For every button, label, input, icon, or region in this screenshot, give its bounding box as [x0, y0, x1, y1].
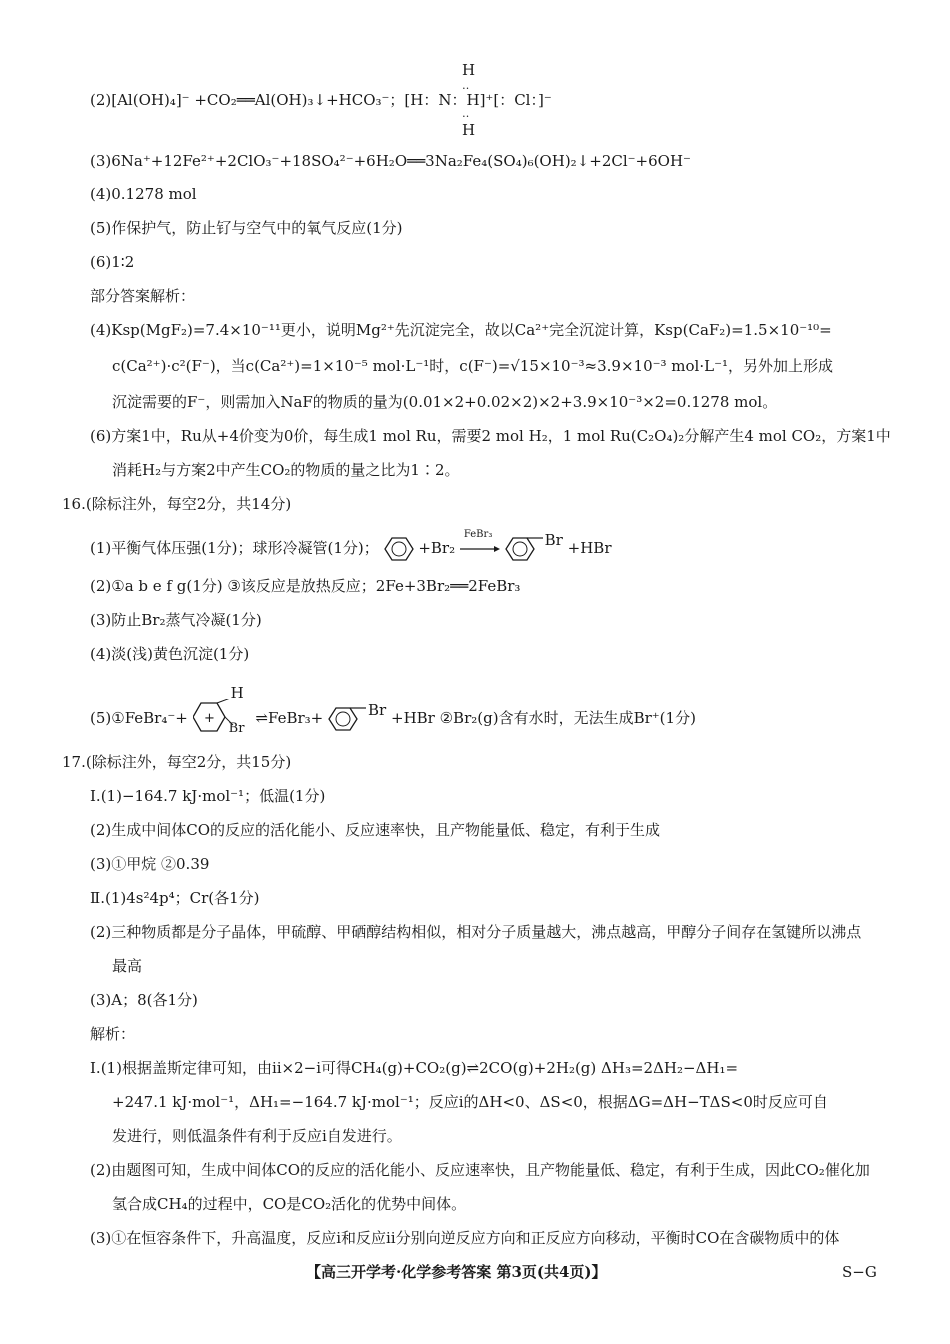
q15-answer-3: (3)6Na⁺+12Fe²⁺+2ClO₃⁻+18SO₄²⁻+6H₂O══3Na₂Fe₄(SO₄)₆(OH)₂↓+2Cl⁻+6OH⁻	[90, 152, 691, 170]
reaction-arrow	[460, 529, 500, 559]
arenium-br: Br	[228, 721, 245, 736]
q16-answer-5	[90, 684, 696, 736]
q17-II-1: Ⅱ.(1)4s²4p⁴；Cr(各1分)	[90, 889, 260, 907]
q16-answer-3: (3)防止Br₂蒸气冷凝(1分)	[90, 611, 262, 629]
bromobenzene-icon	[505, 536, 545, 562]
q17-II-3: (3)A；8(各1分)	[90, 991, 198, 1009]
benzene-icon	[384, 536, 414, 562]
q17-I-2: (2)生成中间体CO的反应的活化能小、反应速率快，且产物能量低、稳定，有利于生成	[90, 821, 661, 839]
q16-answer-5-end: +HBr ②Br₂(g)含有水时，无法生成Br⁺(1分)	[391, 709, 696, 727]
q17-exp-3-line1: (3)①在恒容条件下，升高温度，反应ⅰ和反应ⅱ分别向逆反应方向和正反应方向移动，平衡时CO在含碳物质中的体	[90, 1229, 840, 1247]
q15-answer-5: (5)作保护气，防止钌与空气中的氧气反应(1分)	[90, 219, 403, 237]
explanation-4-line2: c(Ca²⁺)·c²(F⁻)，当c(Ca²⁺)=1×10⁻⁵ mol·L⁻¹时，c(F⁻)=√15×10⁻³≈3.9×10⁻³ mol·L⁻¹，另外加上形成	[112, 357, 834, 375]
lewis-h-bottom: H	[462, 121, 476, 139]
arenium-ion	[193, 684, 251, 736]
q15-answer-2: (2)[Al(OH)₄]⁻ +CO₂══Al(OH)₃↓+HCO₃⁻；[H：N：H]⁺[：Cl：]⁻	[90, 91, 552, 109]
q16-product-hbr: +HBr	[567, 539, 612, 557]
explanation-6-line1: (6)方案1中，Ru从+4价变为0价，每生成1 mol Ru，需要2 mol H₂，1 mol Ru(C₂O₄)₂分解产生4 mol CO₂，方案1中	[90, 427, 891, 445]
bromobenzene-icon-2	[328, 706, 368, 732]
q16-answer-2: (2)①a b e f g(1分) ③该反应是放热反应；2Fe+3Br₂══2FeBr₃	[90, 577, 521, 595]
footer-code: S−G	[842, 1263, 877, 1281]
arenium-h: H	[230, 684, 244, 702]
q17-I-3: (3)①甲烷 ②0.39	[90, 855, 210, 873]
explanation-6-line2: 消耗H₂与方案2中产生CO₂的物质的量之比为1∶2。	[112, 461, 460, 479]
q16-answer-1-text: (1)平衡气体压强(1分)；球形冷凝管(1分)；	[90, 539, 379, 557]
arrow-icon	[460, 544, 500, 554]
q16-answer-5-mid: ⇌FeBr₃+	[255, 709, 324, 727]
svg-text:+: +	[203, 711, 215, 726]
q17-exp-1-line3: 发进行，则低温条件有利于反应ⅰ自发进行。	[112, 1127, 402, 1145]
q17-heading: 17.(除标注外，每空2分，共15分)	[62, 753, 292, 771]
lewis-h-top: H	[462, 61, 476, 79]
q16-answer-4: (4)淡(浅)黄色沉淀(1分)	[90, 645, 250, 663]
lewis-dots-top: ‥	[462, 79, 470, 92]
q16-reagent: +Br₂	[418, 539, 456, 557]
q17-II-2-line1: (2)三种物质都是分子晶体，甲硫醇、甲硒醇结构相似，相对分子质量越大，沸点越高，甲醇分子间存在氢键所以沸点	[90, 923, 862, 941]
q16-heading: 16.(除标注外，每空2分，共14分)	[62, 495, 292, 513]
catalyst-label: FeBr₃	[463, 529, 493, 540]
partial-explanation-heading: 部分答案解析：	[90, 287, 196, 305]
q17-I-1: Ⅰ.(1)−164.7 kJ·mol⁻¹；低温(1分)	[90, 787, 326, 805]
q17-exp-2-line1: (2)由题图可知，生成中间体CO的反应的活化能小、反应速率快，且产物能量低、稳定，有利于生成，因此CO₂催化加	[90, 1161, 870, 1179]
q17-exp-2-line2: 氢合成CH₄的过程中，CO是CO₂活化的优势中间体。	[112, 1195, 467, 1213]
q15-answer-4: (4)0.1278 mol	[90, 185, 197, 203]
q17-exp-1-line2: +247.1 kJ·mol⁻¹，ΔH₁=−164.7 kJ·mol⁻¹；反应ⅰ的ΔH<0、ΔS<0，根据ΔG=ΔH−TΔS<0时反应可自	[112, 1093, 828, 1111]
q15-answer-6: (6)1∶2	[90, 253, 135, 271]
q17-explanation-heading: 解析：	[90, 1025, 136, 1043]
lewis-dots-bottom: ‥	[462, 107, 470, 120]
bromo-label-2: Br	[368, 701, 387, 719]
q17-exp-1-line1: Ⅰ.(1)根据盖斯定律可知，由ⅱ×2−ⅰ可得CH₄(g)+CO₂(g)⇌2CO(g)+2H₂(g) ΔH₃=2ΔH₂−ΔH₁=	[90, 1059, 739, 1077]
q16-answer-5-start: (5)①FeBr₄⁻+	[90, 709, 188, 727]
explanation-4-line3: 沉淀需要的F⁻，则需加入NaF的物质的量为(0.01×2+0.02×2)×2+3.9×10⁻³×2=0.1278 mol。	[112, 393, 778, 411]
footer-title: 【高三开学考·化学参考答案 第3页(共4页)】	[306, 1263, 607, 1281]
q16-answer-1	[90, 529, 612, 562]
explanation-4-line1: (4)Ksp(MgF₂)=7.4×10⁻¹¹更小，说明Mg²⁺先沉淀完全，故以Ca²⁺完全沉淀计算，Ksp(CaF₂)=1.5×10⁻¹⁰=	[90, 321, 832, 339]
q17-II-2-line2: 最高	[112, 957, 143, 975]
bromo-label: Br	[544, 531, 563, 549]
